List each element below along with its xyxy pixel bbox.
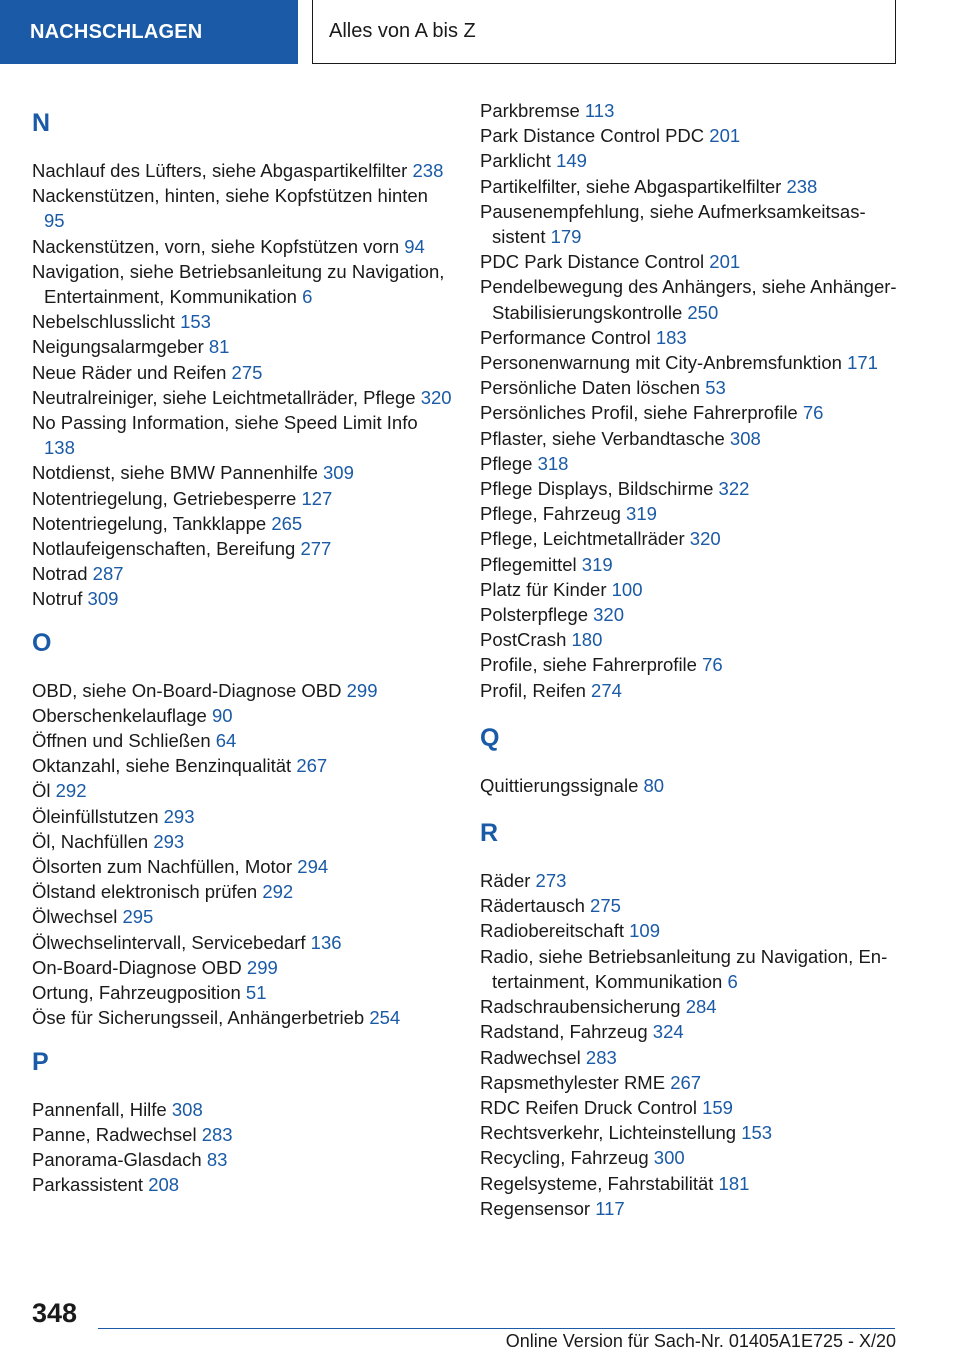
- page-reference-link[interactable]: 94: [404, 235, 425, 257]
- index-entry: [32, 460, 452, 485]
- index-group: [480, 816, 910, 1221]
- index-entry: [480, 98, 910, 123]
- page-reference-link[interactable]: 117: [595, 1197, 625, 1219]
- page-reference-link[interactable]: 238: [786, 175, 818, 197]
- page-reference-link[interactable]: 292: [262, 881, 294, 903]
- index-entry-term: Pflege: [480, 452, 538, 474]
- index-letter-heading: O: [32, 628, 52, 657]
- index-entry-term: PostCrash: [480, 629, 572, 651]
- index-entry-term: Radstand, Fahrzeug: [480, 1021, 653, 1043]
- index-entry: [32, 234, 452, 259]
- page-header: [0, 0, 960, 66]
- page-reference-link[interactable]: 293: [163, 805, 195, 827]
- page-reference-link[interactable]: 90: [211, 704, 233, 726]
- index-entry-term: Pflege Displays, Bildschirme: [480, 478, 719, 500]
- page-reference-link[interactable]: 149: [556, 150, 587, 172]
- chapter-title: Alles von A bis Z: [312, 0, 896, 64]
- page-reference-link[interactable]: 153: [741, 1122, 773, 1144]
- page-reference-link[interactable]: 319: [626, 503, 657, 525]
- page-reference-link[interactable]: 136: [310, 931, 342, 953]
- index-entry: [480, 350, 910, 375]
- page-reference-link[interactable]: 309: [87, 588, 119, 610]
- index-entry: [32, 360, 452, 385]
- index-entry-term: Persönliches Profil, siehe Fahrerprofile: [480, 402, 803, 424]
- page-reference-link[interactable]: 138: [44, 437, 75, 459]
- index-entry-term: Notruf: [32, 588, 88, 610]
- index-group: [32, 626, 452, 1031]
- index-entry: [480, 1171, 910, 1196]
- page-reference-link[interactable]: 179: [550, 226, 582, 248]
- page-reference-link[interactable]: 267: [296, 755, 328, 777]
- page-reference-link[interactable]: 283: [585, 1046, 617, 1068]
- page-reference-link[interactable]: 292: [55, 780, 87, 802]
- index-entry: [480, 199, 910, 249]
- index-entry: [32, 879, 452, 904]
- index-entry-term: PDC Park Distance Control: [480, 251, 710, 273]
- page-reference-link[interactable]: 181: [718, 1172, 750, 1194]
- index-entry-term: Recycling, Fahrzeug: [480, 1147, 654, 1169]
- index-entry: [32, 804, 452, 829]
- index-group: [480, 721, 910, 798]
- index-entry: [32, 586, 452, 611]
- index-entry: [32, 778, 452, 803]
- page-reference-link[interactable]: 308: [171, 1098, 203, 1120]
- index-entry-term: Notentriegelung, Tankklappe: [32, 512, 272, 534]
- page-reference-link[interactable]: 53: [705, 377, 726, 399]
- index-entry: [32, 930, 452, 955]
- index-entry-term: Räder: [480, 870, 536, 892]
- page-reference-link[interactable]: 318: [537, 452, 569, 474]
- index-entry: [32, 385, 452, 410]
- index-entry: [32, 334, 452, 359]
- index-entry: [32, 703, 452, 728]
- index-entry: [480, 602, 910, 627]
- index-entry: [32, 753, 452, 778]
- index-entry: [480, 773, 910, 798]
- index-entry-term: Nackenstützen, vorn, siehe Kopfstützen vorn: [32, 235, 405, 257]
- page-reference-link[interactable]: 287: [92, 563, 124, 585]
- index-entry-term: Öl: [32, 780, 56, 802]
- index-entry-term: Partikelfilter, siehe Abgaspartikelfilter: [480, 175, 787, 197]
- index-entry: [480, 868, 910, 893]
- page-reference-link[interactable]: 201: [709, 125, 741, 147]
- index-column-right: [480, 98, 910, 1221]
- index-entry-term: Regelsysteme, Fahrstabilität: [480, 1172, 719, 1194]
- page-reference-link[interactable]: 81: [208, 336, 230, 358]
- index-entry: [32, 904, 452, 929]
- page-reference-link[interactable]: 308: [729, 427, 761, 449]
- index-entry: [32, 829, 452, 854]
- index-entry: [480, 552, 910, 577]
- page-reference-link[interactable]: 113: [584, 100, 615, 121]
- index-entry: [480, 526, 910, 551]
- index-entry-term: Pflaster, siehe Verbandtasche: [480, 427, 730, 449]
- page-reference-link[interactable]: 95: [44, 210, 65, 232]
- index-entry-term: Parklicht: [480, 150, 557, 172]
- index-entry-term: Radschraubensicherung: [480, 996, 686, 1018]
- index-entry-term: Ortung, Fahrzeugposition: [32, 982, 246, 1004]
- index-entry: [32, 980, 452, 1005]
- index-entry: [32, 486, 452, 511]
- index-entry-term: Notentriegelung, Getriebesperre: [32, 487, 302, 509]
- page-reference-link[interactable]: 265: [271, 512, 303, 534]
- index-entry-term: Rapsmethylester RME: [480, 1071, 671, 1093]
- page-reference-link[interactable]: 309: [323, 462, 354, 484]
- index-entry-term: Personenwarnung mit City-Anbremsfunktion: [480, 352, 848, 374]
- index-group: [32, 1045, 452, 1198]
- page-number: 348: [32, 1298, 78, 1328]
- index-entry-term: Neigungsalarmgeber: [32, 336, 209, 358]
- index-entry: [32, 183, 452, 233]
- index-letter-heading: N: [32, 109, 51, 137]
- page-reference-link[interactable]: 319: [581, 553, 613, 575]
- index-entry: [32, 158, 452, 183]
- index-entry-term: Oktanzahl, siehe Benzinqualität: [32, 755, 297, 777]
- page-reference-link[interactable]: 274: [591, 679, 622, 701]
- index-entry-term: Pannenfall, Hilfe: [32, 1098, 172, 1120]
- index-entry: [480, 652, 910, 677]
- index-entry-term: Nebelschlusslicht: [32, 311, 181, 333]
- index-entry-term: Profil, Reifen: [480, 679, 592, 701]
- online-version-note: Online Version für Sach-Nr. 01405A1E725 - X/20: [505, 1331, 896, 1351]
- index-entry-term: Performance Control: [480, 326, 656, 348]
- page-reference-link[interactable]: 267: [670, 1071, 702, 1093]
- page-reference-link[interactable]: 153: [180, 311, 211, 333]
- index-entry-term: Öffnen und Schließen: [32, 730, 216, 752]
- index-entry: [480, 400, 910, 425]
- index-entry: [480, 451, 910, 476]
- page-reference-link[interactable]: 300: [653, 1147, 685, 1169]
- page-reference-link[interactable]: 273: [535, 870, 567, 892]
- index-entry-term: Pendelbewegung des Anhängers, siehe Anhänger-Stabilisierungskontrolle: [480, 276, 897, 323]
- index-entry-term: Pflege, Fahrzeug: [480, 503, 627, 525]
- index-entry: [32, 410, 452, 460]
- index-entry-term: Nackenstützen, hinten, siehe Kopfstützen hinten: [32, 185, 428, 207]
- index-entry: [480, 174, 910, 199]
- index-entry: [480, 918, 910, 943]
- section-tab: NACHSCHLAGEN: [0, 0, 298, 64]
- page-reference-link[interactable]: 64: [215, 730, 237, 752]
- index-letter-heading: R: [480, 819, 499, 848]
- index-entry: [480, 1045, 910, 1070]
- index-entry-term: Öl, Nachfüllen: [32, 830, 154, 852]
- index-entry-term: Neue Räder und Reifen: [32, 361, 232, 383]
- index-letter-heading: Q: [480, 723, 500, 752]
- index-entry: [480, 426, 910, 451]
- index-entry-term: Ölwechsel: [32, 906, 123, 928]
- index-entry: [32, 511, 452, 536]
- index-entry: [480, 893, 910, 918]
- index-entry-term: Profile, siehe Fahrerprofile: [480, 654, 703, 676]
- index-entry-term: Parkassistent: [32, 1174, 149, 1196]
- index-entry: [32, 854, 452, 879]
- index-entry-term: Regensensor: [480, 1197, 596, 1219]
- index-entry: [32, 561, 452, 586]
- index-entry-term: Nachlauf des Lüfters, siehe Abgaspartikelfilter: [32, 160, 413, 181]
- page-reference-link[interactable]: 320: [593, 604, 624, 626]
- page-reference-link[interactable]: 250: [687, 301, 719, 323]
- index-column-left: [32, 98, 452, 1197]
- index-entry-term: Oberschenkelauflage: [32, 704, 212, 726]
- index-group: [32, 106, 452, 612]
- page-reference-link[interactable]: 275: [590, 895, 621, 917]
- index-entry: [32, 309, 452, 334]
- page-reference-link[interactable]: 320: [689, 528, 721, 550]
- index-entry: [480, 1196, 910, 1221]
- index-entry-term: Pflege, Leichtmetallräder: [480, 528, 690, 550]
- index-entry-term: Navigation, siehe Betriebsanleitung zu Navigation, Entertainment, Kommunikation: [32, 260, 445, 308]
- index-entry: [480, 1145, 910, 1170]
- index-entry: [480, 1019, 910, 1044]
- index-entry: [480, 123, 910, 148]
- index-entry-term: Notrad: [32, 563, 93, 585]
- index-entry-term: Öleinfüllstutzen: [32, 805, 164, 827]
- index-entry-term: On-Board-Diagnose OBD: [32, 956, 247, 978]
- index-entry-term: Neutralreiniger, siehe Leichtmetallräder, Pflege: [32, 386, 421, 408]
- index-entry-term: Pflegemittel: [480, 553, 582, 575]
- page-reference-link[interactable]: 294: [297, 856, 329, 878]
- page-reference-link[interactable]: 80: [643, 774, 665, 796]
- index-entry-term: RDC Reifen Druck Control: [480, 1096, 703, 1118]
- index-entry: [480, 476, 910, 501]
- index-entry-term: Notdienst, siehe BMW Pannenhilfe: [32, 462, 324, 484]
- index-entry-term: Panorama-Glasdach: [32, 1148, 207, 1170]
- index-entry: [32, 1147, 452, 1172]
- page-reference-link[interactable]: 51: [245, 982, 267, 1004]
- index-entry-term: Öse für Sicherungsseil, Anhängerbetrieb: [32, 1007, 370, 1029]
- page-reference-link[interactable]: 76: [702, 654, 723, 676]
- index-entry: [32, 536, 452, 561]
- page-reference-link[interactable]: 320: [420, 386, 452, 408]
- page-reference-link[interactable]: 254: [369, 1007, 401, 1029]
- index-entry: [32, 955, 452, 980]
- page-reference-link[interactable]: 275: [231, 361, 263, 383]
- index-entry: [480, 325, 910, 350]
- index-entry: [480, 577, 910, 602]
- index-entry: [480, 375, 910, 400]
- page-reference-link[interactable]: 159: [702, 1096, 733, 1118]
- page-reference-link[interactable]: 109: [629, 920, 660, 942]
- index-entry: [480, 274, 910, 324]
- index-entry-term: Ölstand elektronisch prüfen: [32, 881, 263, 903]
- index-entry-term: OBD, siehe On-Board-Diagnose OBD: [32, 679, 347, 701]
- index-entry-term: Polsterpflege: [480, 604, 594, 626]
- index-entry: [32, 259, 452, 309]
- page-reference-link[interactable]: 295: [122, 906, 154, 928]
- page-reference-link[interactable]: 277: [300, 538, 332, 560]
- page-reference-link[interactable]: 201: [709, 251, 741, 273]
- page-reference-link[interactable]: 283: [201, 1123, 233, 1145]
- page-reference-link[interactable]: 324: [652, 1021, 684, 1043]
- index-entry: [480, 1070, 910, 1095]
- index-entry-term: Notlaufeigenschaften, Bereifung: [32, 538, 301, 560]
- index-entry-term: Radiobereitschaft: [480, 920, 630, 942]
- index-entry-term: Ölsorten zum Nachfüllen, Motor: [32, 856, 298, 878]
- index-entry-term: Radwechsel: [480, 1046, 586, 1068]
- index-entry-term: Parkbremse: [480, 100, 585, 121]
- index-group: [480, 98, 910, 703]
- index-entry-term: Pausenempfehlung, siehe Aufmerksamkeitsassistent: [480, 200, 866, 248]
- index-entry: [32, 728, 452, 753]
- index-entry-term: Platz für Kinder: [480, 578, 612, 600]
- index-entry: [480, 678, 910, 703]
- page-reference-link[interactable]: 76: [802, 402, 824, 424]
- index-entry-term: Persönliche Daten löschen: [480, 377, 706, 399]
- index-entry-term: Park Distance Control PDC: [480, 125, 710, 147]
- index-entry: [480, 501, 910, 526]
- index-entry: [32, 678, 452, 703]
- page-reference-link[interactable]: 171: [847, 352, 878, 374]
- index-entry-term: Rechtsverkehr, Lichteinstellung: [480, 1122, 742, 1144]
- index-entry: [32, 1005, 452, 1030]
- page-reference-link[interactable]: 299: [346, 679, 378, 701]
- page-reference-link[interactable]: 83: [206, 1148, 228, 1170]
- index-entry: [480, 148, 910, 173]
- index-entry: [480, 1095, 910, 1120]
- index-entry: [480, 1120, 910, 1145]
- page-reference-link[interactable]: 100: [611, 578, 643, 600]
- page-reference-link[interactable]: 180: [571, 629, 603, 651]
- page-reference-link[interactable]: 299: [246, 956, 278, 978]
- page-reference-link[interactable]: 238: [412, 160, 444, 181]
- page-reference-link[interactable]: 127: [301, 487, 333, 509]
- index-entry-term: Ölwechselintervall, Servicebedarf: [32, 931, 311, 953]
- index-entry: [480, 944, 910, 994]
- page-reference-link[interactable]: 322: [718, 478, 750, 500]
- index-letter-heading: P: [32, 1047, 49, 1076]
- page-reference-link[interactable]: 208: [148, 1174, 180, 1196]
- page-reference-link[interactable]: 6: [302, 286, 313, 308]
- footer-rule: [98, 1328, 895, 1329]
- index-entry-term: Panne, Radwechsel: [32, 1123, 202, 1145]
- index-entry: [480, 994, 910, 1019]
- index-entry-term: Rädertausch: [480, 895, 591, 917]
- index-entry-term: Radio, siehe Betriebsanleitung zu Navigation, Entertainment, Kommunikation: [480, 945, 888, 992]
- index-entry: [32, 1122, 452, 1147]
- index-entry: [32, 1097, 452, 1122]
- index-entry: [480, 627, 910, 652]
- index-entry: [480, 249, 910, 274]
- index-entry-term: No Passing Information, siehe Speed Limit Info: [32, 412, 418, 434]
- page-reference-link[interactable]: 6: [727, 970, 738, 992]
- index-entry-term: Quittierungssignale: [480, 774, 644, 796]
- index-entry: [32, 1172, 452, 1197]
- page-reference-link[interactable]: 183: [655, 326, 687, 348]
- page-reference-link[interactable]: 293: [153, 830, 185, 852]
- page-reference-link[interactable]: 284: [685, 996, 717, 1018]
